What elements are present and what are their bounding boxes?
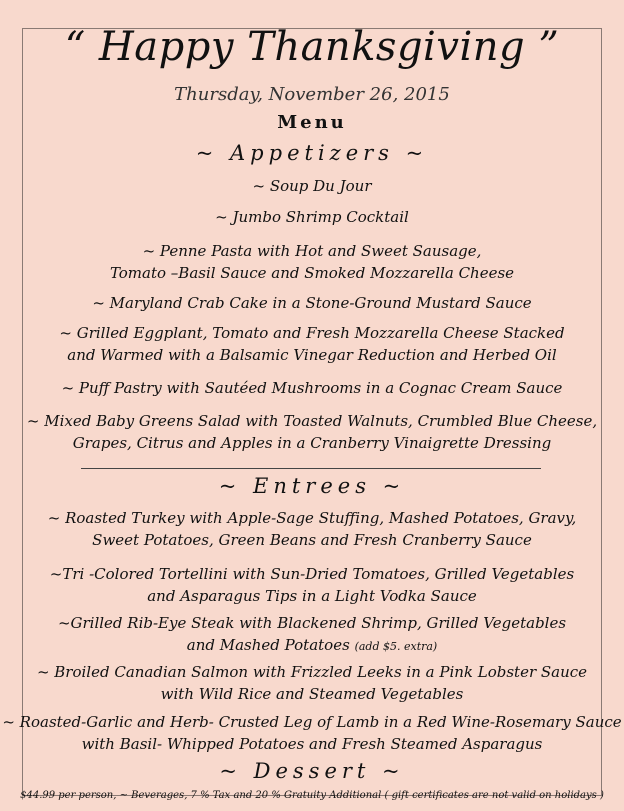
entree-item xyxy=(0,711,624,755)
item-line: Sweet Potatoes, Green Beans and Fresh Cranberry Sauce xyxy=(92,531,532,549)
item-line: ~ Puff Pastry with Sautéed Mushrooms in a Cognac Cream Sauce xyxy=(61,379,563,397)
entree-item xyxy=(0,661,624,705)
item-line-text: and Mashed Potatoes xyxy=(186,636,350,654)
item-line: with Basil- Whipped Potatoes and Fresh Steamed Asparagus xyxy=(81,735,543,753)
item-line: ~Tri -Colored Tortellini with Sun-Dried Tomatoes, Grilled Vegetables xyxy=(49,565,575,583)
appetizer-item xyxy=(0,322,624,366)
appetizer-item xyxy=(0,175,624,197)
price-note: (add $5. extra) xyxy=(354,640,438,653)
item-line: ~Grilled Rib-Eye Steak with Blackened Shrimp, Grilled Vegetables xyxy=(57,614,567,632)
item-line: Grapes, Citrus and Apples in a Cranberry Vinaigrette Dressing xyxy=(72,434,552,452)
item-line: ~ Jumbo Shrimp Cocktail xyxy=(215,208,409,226)
item-line xyxy=(0,634,624,658)
dessert-heading: ~ Dessert ~ xyxy=(219,759,405,783)
item-line: Tomato –Basil Sauce and Smoked Mozzarella Cheese xyxy=(109,264,515,282)
item-line: ~ Mixed Baby Greens Salad with Toasted Walnuts, Crumbled Blue Cheese, xyxy=(26,412,598,430)
item-line: ~ Roasted Turkey with Apple-Sage Stuffing, Mashed Potatoes, Gravy, xyxy=(47,509,577,527)
entrees-heading: ~ Entrees ~ xyxy=(218,474,406,498)
event-date: Thursday, November 26, 2015 xyxy=(174,84,450,105)
appetizer-item xyxy=(0,206,624,228)
item-line: ~ Grilled Eggplant, Tomato and Fresh Mozzarella Cheese Stacked xyxy=(59,324,565,342)
item-line: ~ Soup Du Jour xyxy=(252,177,372,195)
item-line: ~ Maryland Crab Cake in a Stone-Ground Mustard Sauce xyxy=(92,294,532,312)
item-line: ~ Broiled Canadian Salmon with Frizzled Leeks in a Pink Lobster Sauce xyxy=(36,663,588,681)
entree-item xyxy=(0,563,624,607)
appetizers-heading: ~ Appetizers ~ xyxy=(195,141,429,165)
entree-item xyxy=(0,612,624,658)
appetizer-item xyxy=(0,292,624,314)
item-line: ~ Penne Pasta with Hot and Sweet Sausage, xyxy=(142,242,482,260)
item-line: ~ Roasted-Garlic and Herb- Crusted Leg of Lamb in a Red Wine-Rosemary Sauce xyxy=(2,713,622,731)
entree-item xyxy=(0,507,624,551)
pricing-footer: $44.99 per person, ~ Beverages, 7 % Tax and 20 % Gratuity Additional ( gift certificates are not valid on holidays ) xyxy=(20,790,604,801)
item-line: and Warmed with a Balsamic Vinegar Reduction and Herbed Oil xyxy=(67,346,557,364)
appetizer-item xyxy=(0,240,624,284)
menu-label: Menu xyxy=(277,112,347,133)
page-title: “ Happy Thanksgiving ” xyxy=(64,24,560,70)
item-line: and Asparagus Tips in a Light Vodka Sauce xyxy=(147,587,477,605)
appetizer-item xyxy=(0,377,624,399)
item-line: with Wild Rice and Steamed Vegetables xyxy=(160,685,464,703)
appetizer-item xyxy=(0,410,624,454)
section-divider xyxy=(81,468,541,469)
